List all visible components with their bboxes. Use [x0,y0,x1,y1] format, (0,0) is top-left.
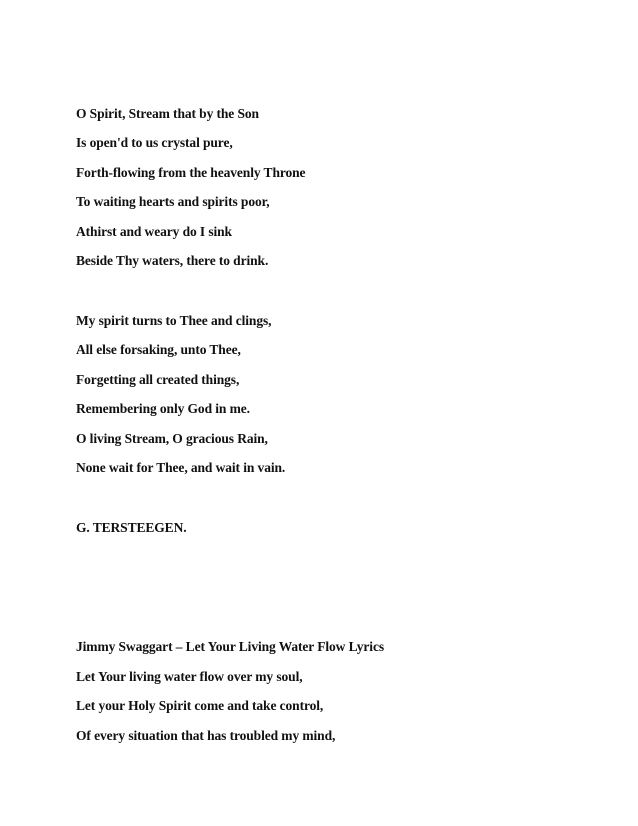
poem-line: My spirit turns to Thee and clings, [76,313,272,328]
song-line: Let your Holy Spirit come and take control, [76,698,324,713]
song-heading: Jimmy Swaggart – Let Your Living Water Flow Lyrics [76,639,384,654]
poem-line: Beside Thy waters, there to drink. [76,253,269,268]
poem-line: O Spirit, Stream that by the Son [76,106,259,121]
poem-line: Forth-flowing from the heavenly Throne [76,165,306,180]
poem-line: To waiting hearts and spirits poor, [76,194,270,209]
poem-line: O living Stream, O gracious Rain, [76,431,268,446]
poem-line: Remembering only God in me. [76,401,250,416]
song-line: Let Your living water flow over my soul, [76,669,303,684]
poem-line: Forgetting all created things, [76,372,240,387]
poem-line: All else forsaking, unto Thee, [76,342,241,357]
poem-line: Is open'd to us crystal pure, [76,135,233,150]
song-line: Of every situation that has troubled my mind, [76,728,336,743]
poem-author: G. TERSTEEGEN. [76,520,187,535]
poem-line: None wait for Thee, and wait in vain. [76,460,286,475]
poem-line: Athirst and weary do I sink [76,224,232,239]
